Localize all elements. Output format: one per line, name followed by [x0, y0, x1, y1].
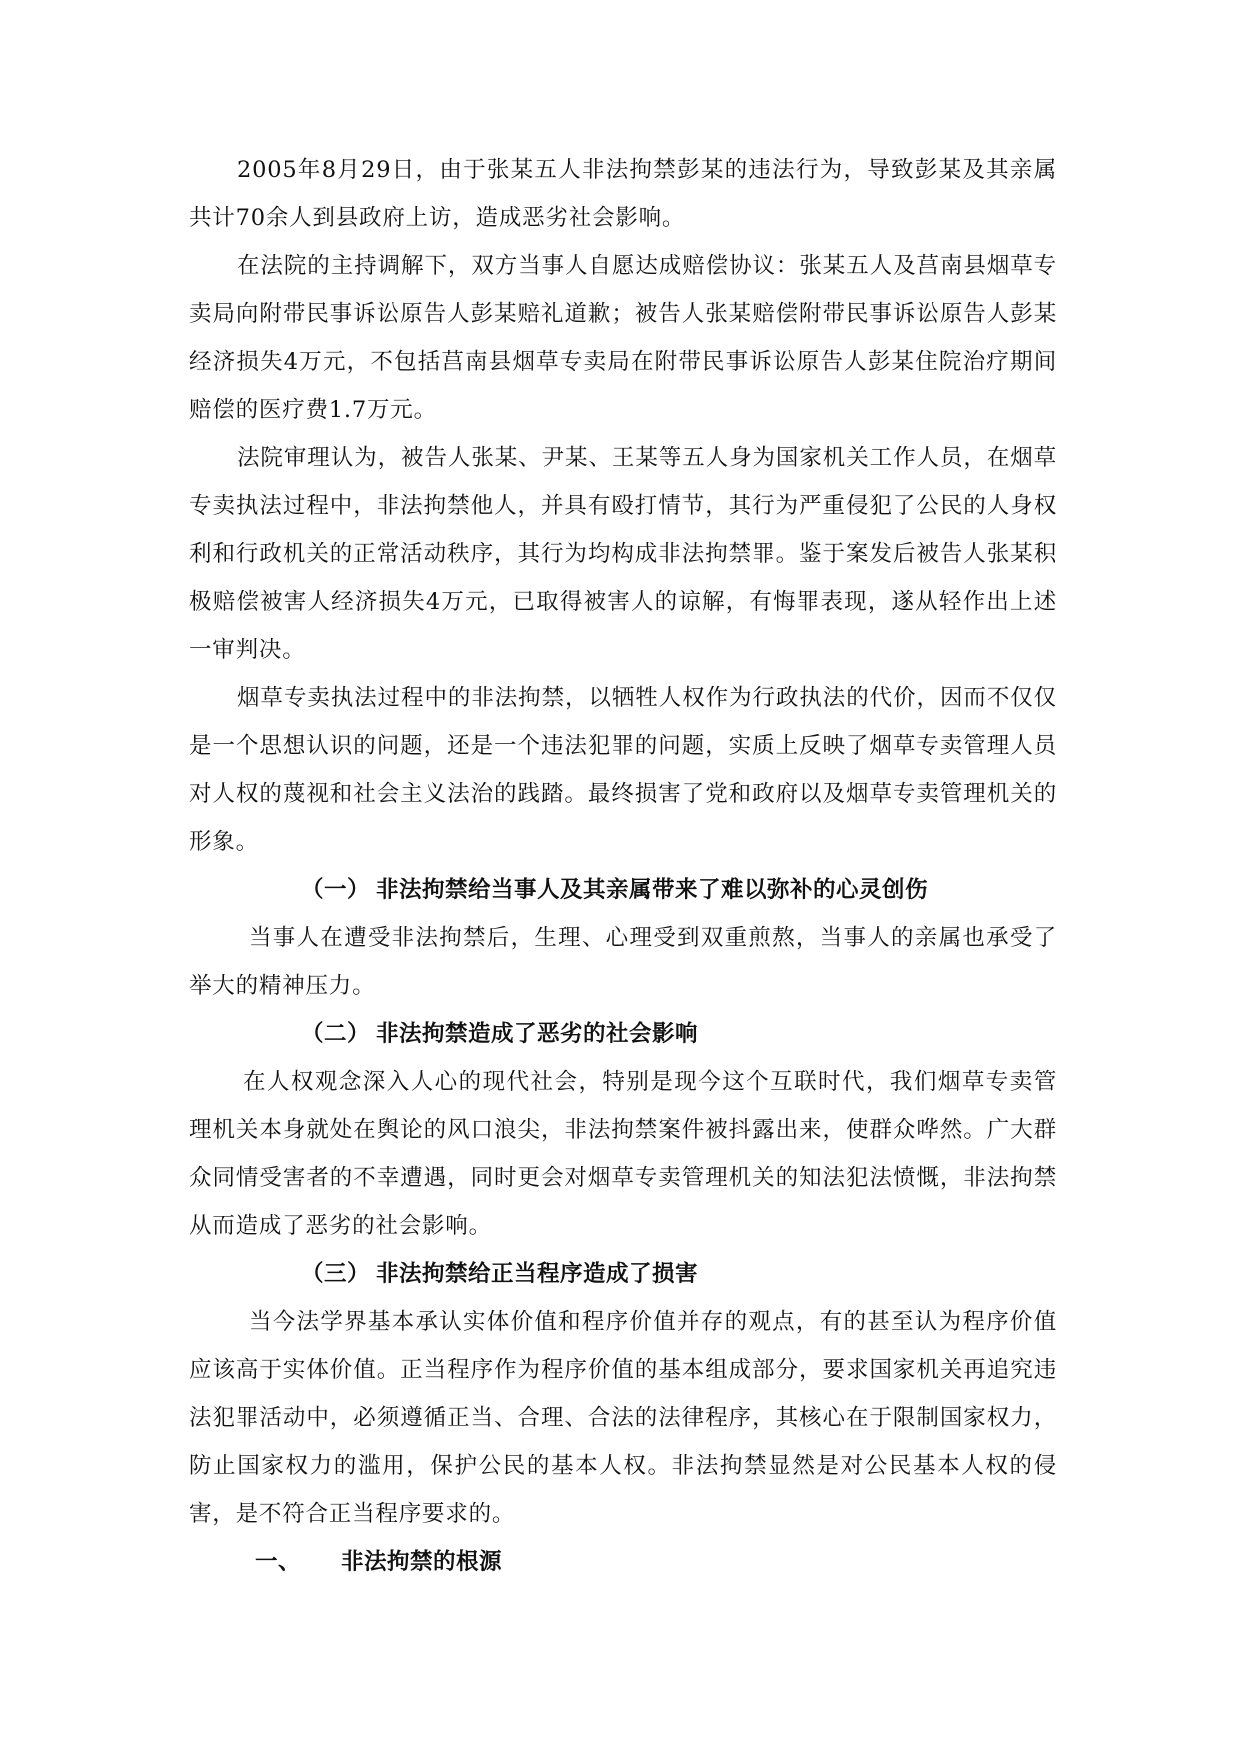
section-title: 非法拘禁造成了恶劣的社会影响	[376, 1021, 699, 1047]
paragraph-court-ruling: 法院审理认为，被告人张某、尹某、王某等五人身为国家机关工作人员，在烟草专卖执法过程中，非法拘禁他人，并具有殴打情节，其行为严重侵犯了公民的人身权利和行政机关的正常活动秩序，其行为均构成非法拘禁罪。鉴于案发后被告人张某积极赔偿被害人经济损失4万元，已取得被害人的谅解，有悔罪表现，遂从轻作出上述一审判决。	[189, 445, 1057, 663]
paragraph-petition: 2005年8月29日，由于张某五人非法拘禁彭某的违法行为，导致彭某及其亲属共计70余人到县政府上访，造成恶劣社会影响。	[189, 157, 1057, 231]
main-heading-title: 非法拘禁的根源	[341, 1549, 503, 1575]
section-number: （三）	[301, 1261, 371, 1287]
section-number: （一）	[301, 877, 371, 903]
paragraph-settlement: 在法院的主持调解下，双方当事人自愿达成赔偿协议：张某五人及莒南县烟草专卖局向附带民事诉讼原告人彭某赔礼道歉；被告人张某赔偿附带民事诉讼原告人彭某经济损失4万元，不包括莒南县烟草专卖局在附带民事诉讼原告人彭某住院治疗期间赔偿的医疗费1.7万元。	[189, 253, 1057, 423]
main-heading	[189, 1538, 1057, 1586]
section-title: 非法拘禁给正当程序造成了损害	[376, 1261, 699, 1287]
section-number: （二）	[301, 1021, 371, 1047]
section-body-1: 当事人在遭受非法拘禁后，生理、心理受到双重煎熬，当事人的亲属也承受了举大的精神压力。	[189, 925, 1057, 999]
section-heading-2	[189, 1010, 1057, 1058]
main-heading-number: 一、	[255, 1549, 302, 1575]
section-title: 非法拘禁给当事人及其亲属带来了难以弥补的心灵创伤	[376, 877, 929, 903]
section-heading-3	[189, 1250, 1057, 1298]
document-body	[189, 146, 1057, 1586]
section-body-2: 在人权观念深入人心的现代社会，特别是现今这个互联时代，我们烟草专卖管理机关本身就处在舆论的风口浪尖，非法拘禁案件被抖露出来，使群众哗然。广大群众同情受害者的不幸遭遇，同时更会对烟草专卖管理机关的知法犯法愤慨，非法拘禁从而造成了恶劣的社会影响。	[189, 1069, 1057, 1239]
section-body-3: 当今法学界基本承认实体价值和程序价值并存的观点，有的甚至认为程序价值应该高于实体价值。正当程序作为程序价值的基本组成部分，要求国家机关再追究违法犯罪活动中，必须遵循正当、合理、合法的法律程序，其核心在于限制国家权力，防止国家权力的滥用，保护公民的基本人权。非法拘禁显然是对公民基本人权的侵害，是不符合正当程序要求的。	[189, 1309, 1057, 1527]
section-heading-1	[189, 866, 1057, 914]
paragraph-analysis: 烟草专卖执法过程中的非法拘禁，以牺牲人权作为行政执法的代价，因而不仅仅是一个思想认识的问题，还是一个违法犯罪的问题，实质上反映了烟草专卖管理人员对人权的蔑视和社会主义法治的践踏。最终损害了党和政府以及烟草专卖管理机关的形象。	[189, 685, 1057, 855]
